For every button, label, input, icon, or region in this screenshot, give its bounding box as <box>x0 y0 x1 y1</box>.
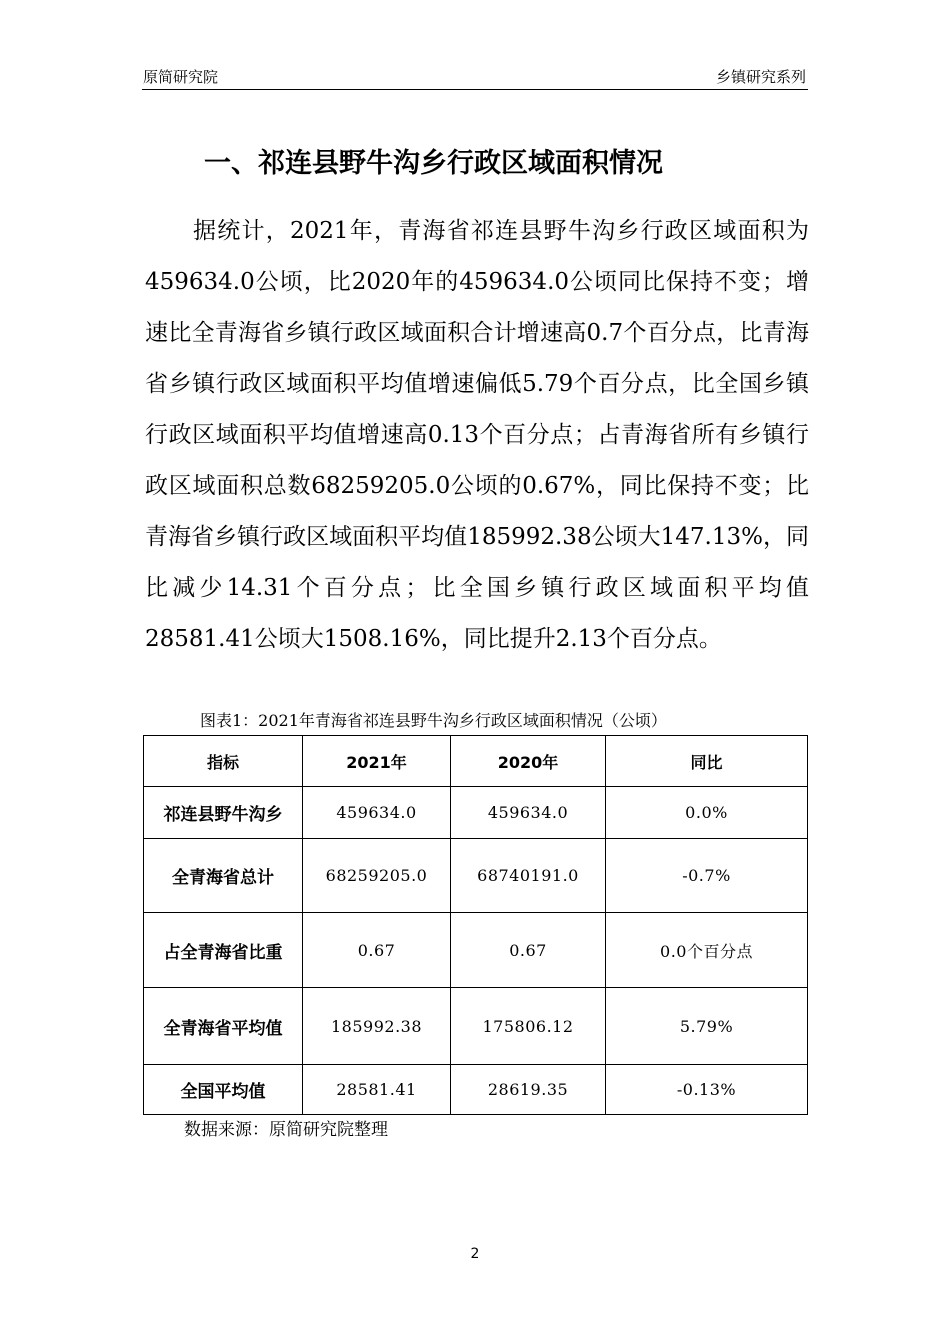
table-cell: 0.0个百分点 <box>606 913 808 988</box>
header-left-text: 原简研究院 <box>143 68 219 86</box>
page-number: 2 <box>470 1246 480 1262</box>
data-source-note: 数据来源：原简研究院整理 <box>184 1120 388 1140</box>
header-right-text: 乡镇研究系列 <box>715 68 806 86</box>
table-row <box>144 839 808 913</box>
table-row <box>144 1065 808 1115</box>
table-cell: 0.67 <box>303 913 451 988</box>
row-label: 祁连县野牛沟乡 <box>144 787 303 839</box>
table-cell: 5.79% <box>606 988 808 1065</box>
table-cell: 28581.41 <box>303 1065 451 1115</box>
table-cell: 185992.38 <box>303 988 451 1065</box>
table-cell: -0.7% <box>606 839 808 913</box>
table-row <box>144 913 808 988</box>
table-cell: 28619.35 <box>451 1065 606 1115</box>
area-table <box>143 735 808 1115</box>
table-cell: 68259205.0 <box>303 839 451 913</box>
table-caption: 图表1：2021年青海省祁连县野牛沟乡行政区域面积情况（公顷） <box>200 711 667 730</box>
table-cell: 0.0% <box>606 787 808 839</box>
section-title: 一、祁连县野牛沟乡行政区域面积情况 <box>204 148 663 179</box>
row-label: 全青海省总计 <box>144 839 303 913</box>
table-cell: 68740191.0 <box>451 839 606 913</box>
table-row <box>144 988 808 1065</box>
table-header-cell: 指标 <box>144 736 303 787</box>
row-label: 全国平均值 <box>144 1065 303 1115</box>
table-header-cell: 2020年 <box>451 736 606 787</box>
table-cell: 459634.0 <box>303 787 451 839</box>
table-header-row <box>144 736 808 787</box>
table-row <box>144 787 808 839</box>
table-cell: -0.13% <box>606 1065 808 1115</box>
table-cell: 175806.12 <box>451 988 606 1065</box>
header-divider <box>142 89 808 90</box>
table-cell: 459634.0 <box>451 787 606 839</box>
table-cell: 0.67 <box>451 913 606 988</box>
table-header-cell: 2021年 <box>303 736 451 787</box>
row-label: 全青海省平均值 <box>144 988 303 1065</box>
row-label: 占全青海省比重 <box>144 913 303 988</box>
table-header-cell: 同比 <box>606 736 808 787</box>
body-paragraph: 据统计，2021年，青海省祁连县野牛沟乡行政区域面积为459634.0公顷，比2020年的459634.0公顷同比保持不变；增速比全青海省乡镇行政区域面积合计增速高0.7个百分点，比青海省乡镇行政区域面积平均值增速偏低5.79个百分点，比全国乡镇行政区域面积平均值增速高0.13个百分点；占青海省所有乡镇行政区域面积总数68259205.0公顷的0.67%，同比保持不变；比青海省乡镇行政区域面积平均值185992.38公顷大147.13%，同比减少14.31个百分点；比全国乡镇行政区域面积平均值28581.41公顷大1508.16%，同比提升2.13个百分点。 <box>145 218 809 652</box>
